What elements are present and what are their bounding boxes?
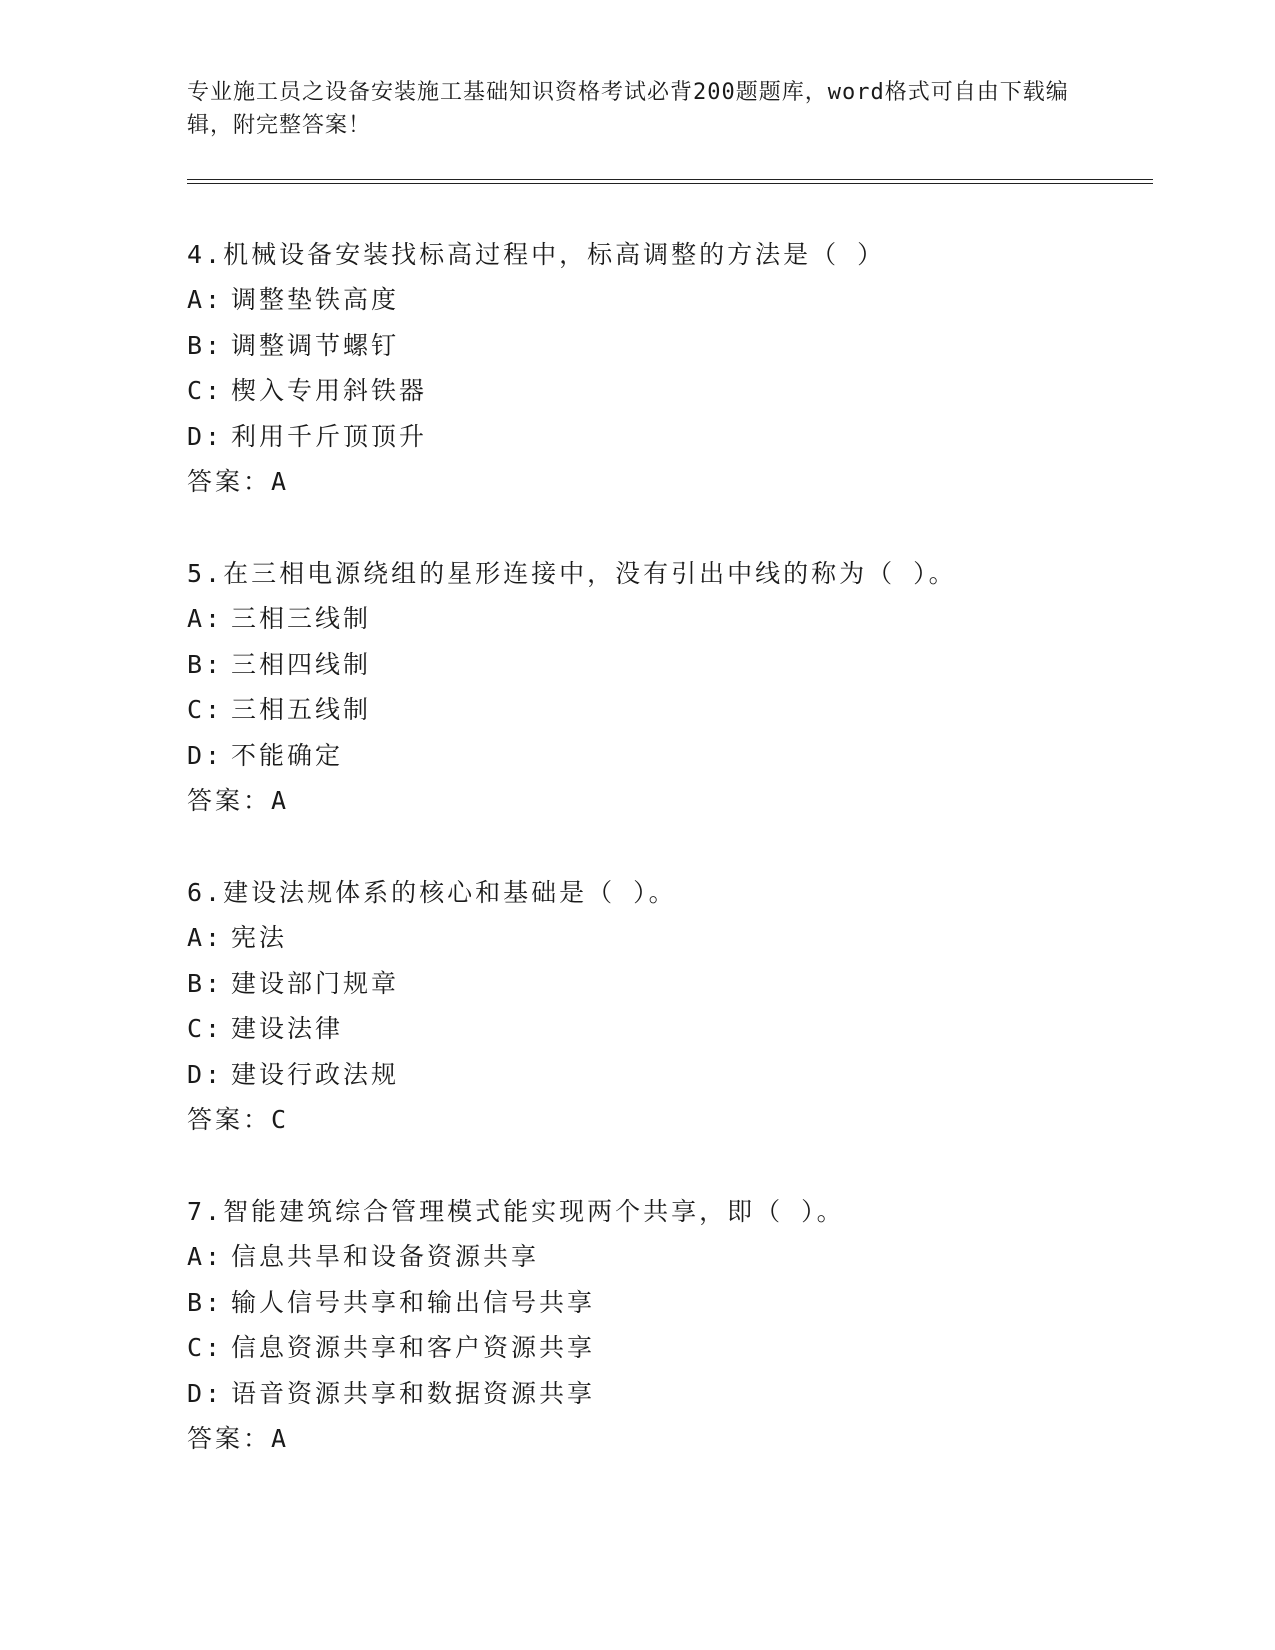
option-a <box>187 596 1147 642</box>
answer-line: 答案：A <box>187 467 290 496</box>
option-letter: C: <box>187 376 224 405</box>
option-text: 建设法律 <box>231 1014 344 1043</box>
option-letter: D: <box>187 740 224 770</box>
option-text: 信息共旱和设备资源共享 <box>231 1242 540 1271</box>
option-letter: A: <box>187 923 224 952</box>
option-text: 语音资源共享和数据资源共享 <box>231 1378 596 1408</box>
answer-line: 答案：A <box>187 786 290 815</box>
option-letter: B: <box>187 330 224 360</box>
document-intro: 专业施工员之设备安装施工基础知识资格考试必背200题题库，word格式可自由下载编辑，附完整答案！ <box>187 80 1069 138</box>
option-a <box>187 1234 1147 1280</box>
option-d <box>187 414 1147 460</box>
option-letter: A: <box>187 604 224 633</box>
question-block <box>187 551 1147 823</box>
option-b <box>187 1280 1147 1326</box>
question-block <box>187 1189 1147 1461</box>
option-text: 调整调节螺钉 <box>231 330 400 360</box>
option-text: 不能确定 <box>231 740 344 770</box>
option-text: 信息资源共享和客户资源共享 <box>231 1333 596 1362</box>
option-text: 建设行政法规 <box>231 1059 400 1089</box>
option-b <box>187 642 1147 688</box>
question-stem: 6.建设法规体系的核心和基础是（ ）。 <box>187 878 677 907</box>
option-a <box>187 277 1147 323</box>
option-text: 三相三线制 <box>231 604 372 633</box>
option-letter: B: <box>187 1287 224 1317</box>
option-b <box>187 961 1147 1007</box>
option-letter: D: <box>187 1378 224 1408</box>
answer-line: 答案：A <box>187 1424 290 1453</box>
option-letter: B: <box>187 649 224 679</box>
option-c <box>187 687 1147 733</box>
question-stem: 7.智能建筑综合管理模式能实现两个共享，即（ ）。 <box>187 1197 845 1226</box>
question-block <box>187 232 1147 504</box>
option-text: 利用千斤顶顶升 <box>231 421 428 451</box>
option-b <box>187 323 1147 369</box>
option-text: 三相四线制 <box>231 649 372 679</box>
option-letter: C: <box>187 1333 224 1362</box>
question-block <box>187 870 1147 1142</box>
option-text: 调整垫铁高度 <box>231 285 400 314</box>
answer-line: 答案：C <box>187 1105 290 1134</box>
option-letter: C: <box>187 1014 224 1043</box>
option-letter: A: <box>187 1242 224 1271</box>
option-letter: B: <box>187 968 224 998</box>
option-text: 楔入专用斜铁器 <box>231 376 428 405</box>
option-a <box>187 915 1147 961</box>
option-letter: C: <box>187 695 224 724</box>
header-divider-bottom <box>187 183 1153 184</box>
option-text: 三相五线制 <box>231 695 372 724</box>
option-d <box>187 1052 1147 1098</box>
option-letter: D: <box>187 421 224 451</box>
option-letter: A: <box>187 285 224 314</box>
option-text: 宪法 <box>231 923 288 952</box>
question-stem: 4.机械设备安装找标高过程中，标高调整的方法是（ ） <box>187 240 886 269</box>
option-d <box>187 1371 1147 1417</box>
header-divider-top <box>187 179 1153 180</box>
option-text: 输人信号共享和输出信号共享 <box>231 1287 596 1317</box>
option-letter: D: <box>187 1059 224 1089</box>
option-c <box>187 368 1147 414</box>
question-stem: 5.在三相电源绕组的星形连接中，没有引出中线的称为（ ）。 <box>187 559 957 588</box>
option-d <box>187 733 1147 779</box>
option-c <box>187 1006 1147 1052</box>
option-text: 建设部门规章 <box>231 968 400 998</box>
option-c <box>187 1325 1147 1371</box>
